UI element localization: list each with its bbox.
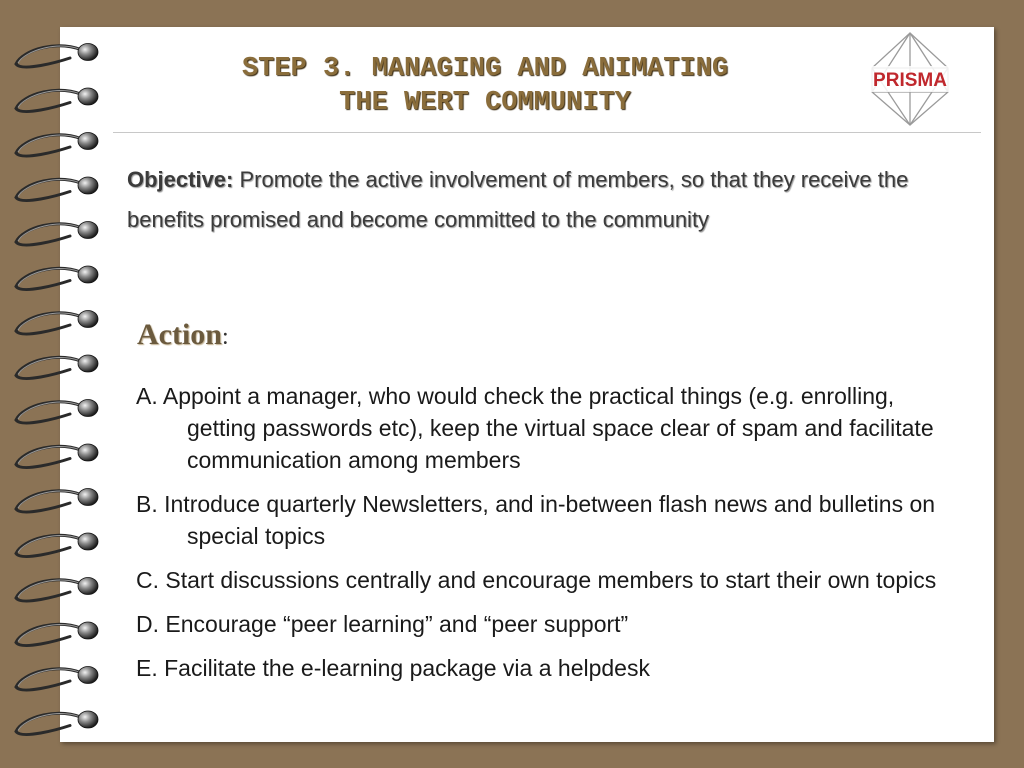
title-divider <box>113 132 981 133</box>
action-heading <box>137 318 229 352</box>
prisma-logo <box>862 30 958 128</box>
objective-text: Promote the active involvement of members, so that they receive the benefits promised and become committed to the community <box>127 167 909 232</box>
slide-title <box>120 52 850 120</box>
objective-label: Objective: <box>127 167 234 192</box>
logo-text: PRISMA <box>873 70 947 91</box>
action-item-a: A. Appoint a manager, who would check the practical things (e.g. enrolling, getting passwords etc), keep the virtual space clear of spam and facilitate communication among members <box>136 383 934 473</box>
action-item-c: C. Start discussions centrally and encourage members to start their own topics <box>136 567 937 593</box>
action-list <box>136 380 966 696</box>
title-line-2: THE WERT COMMUNITY <box>339 88 631 118</box>
action-heading-text: Action <box>137 318 222 351</box>
action-item-b: B. Introduce quarterly Newsletters, and in-between flash news and bulletins on special topics <box>136 491 936 549</box>
action-heading-colon: : <box>222 324 229 350</box>
action-item-d: D. Encourage “peer learning” and “peer support” <box>136 611 629 637</box>
objective-paragraph <box>127 160 967 240</box>
action-item-e: E. Facilitate the e-learning package via a helpdesk <box>136 655 650 681</box>
title-line-1: STEP 3. MANAGING AND ANIMATING <box>241 54 729 84</box>
